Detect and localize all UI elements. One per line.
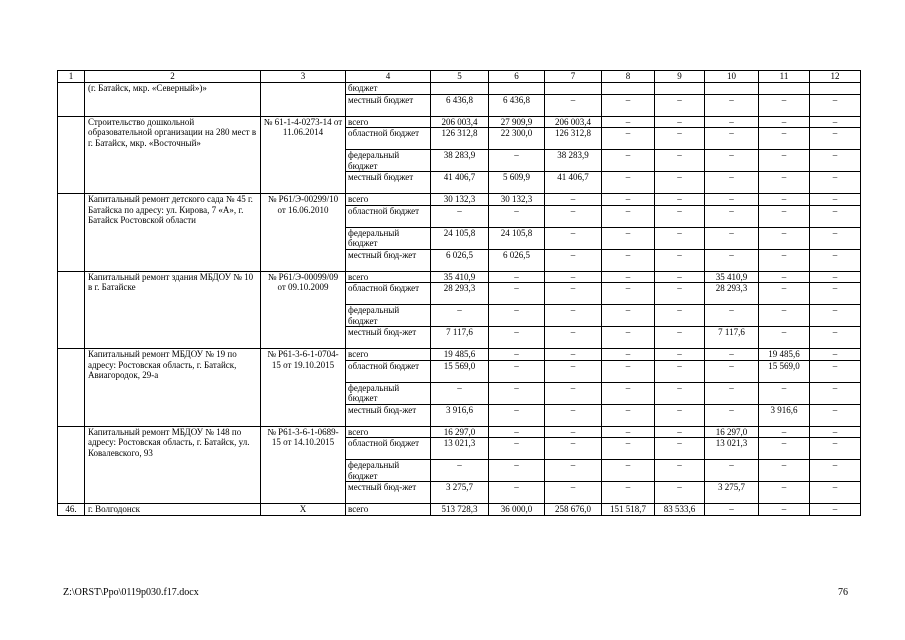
cell-year-5: – (705, 150, 759, 172)
cell-year-3: – (602, 205, 655, 227)
cell-year-1: – (489, 404, 545, 426)
cell-budget-type: всего (346, 504, 431, 516)
cell-year-1: – (489, 349, 545, 361)
cell-year-2: – (545, 482, 602, 504)
cell-year-2: – (545, 194, 602, 206)
cell-year-2: – (545, 249, 602, 271)
cell-year-3: – (602, 283, 655, 305)
table-row (58, 83, 861, 95)
cell-year-1: 22 300,0 (489, 128, 545, 150)
cell-budget-type: федеральный бюджет (346, 305, 431, 327)
cell-year-7: – (810, 249, 861, 271)
cell-permit: Х (261, 504, 346, 516)
cell-year-5: – (705, 349, 759, 361)
cell-budget-type: федеральный бюджет (346, 382, 431, 404)
cell-year-4: 83 533,6 (655, 504, 705, 516)
cell-num (58, 426, 85, 504)
cell-year-4: – (655, 194, 705, 206)
cell-year-7: – (810, 172, 861, 194)
cell-year-2: 206 003,4 (545, 116, 602, 128)
cell-year-6: 19 485,6 (759, 349, 810, 361)
cell-year-3: – (602, 305, 655, 327)
cell-budget-type: всего (346, 349, 431, 361)
cell-year-5: 35 410,9 (705, 271, 759, 283)
cell-budget-type: местный бюд-жет (346, 482, 431, 504)
cell-year-4: – (655, 128, 705, 150)
cell-year-5: – (705, 404, 759, 426)
table-row (58, 271, 861, 283)
cell-year-3: – (602, 249, 655, 271)
cell-year-7: – (810, 504, 861, 516)
file-path: Z:\ORST\Ppo\0119p030.f17.docx (63, 587, 199, 598)
cell-year-3: – (602, 116, 655, 128)
cell-year-6: – (759, 150, 810, 172)
cell-year-2: – (545, 205, 602, 227)
page-number: 76 (838, 587, 848, 598)
cell-budget-type: местный бюд-жет (346, 327, 431, 349)
cell-budget-type: областной бюджет (346, 360, 431, 382)
cell-budget-type: областной бюджет (346, 128, 431, 150)
cell-year-2: – (545, 460, 602, 482)
cell-year-5: – (705, 227, 759, 249)
cell-year-5: 7 117,6 (705, 327, 759, 349)
cell-year-4: – (655, 249, 705, 271)
header-cell-11: 11 (759, 71, 810, 83)
cell-year-1: – (489, 482, 545, 504)
cell-object: г. Волгодонск (85, 504, 261, 516)
cell-year-7: – (810, 271, 861, 283)
cell-year-3: – (602, 94, 655, 116)
header-cell-1: 1 (58, 71, 85, 83)
cell-total: 30 132,3 (431, 194, 489, 206)
cell-year-4: – (655, 283, 705, 305)
cell-year-2: 41 406,7 (545, 172, 602, 194)
cell-object: Строительство дошкольной образовательной организации на 280 мест в г. Батайск, мкр. «Восточный» (85, 116, 261, 194)
cell-year-4: – (655, 426, 705, 438)
cell-year-1: – (489, 271, 545, 283)
cell-total: 19 485,6 (431, 349, 489, 361)
cell-year-2: – (545, 438, 602, 460)
cell-year-6: – (759, 382, 810, 404)
cell-total: 6 436,8 (431, 94, 489, 116)
cell-year-3: – (602, 172, 655, 194)
cell-year-1: – (489, 205, 545, 227)
cell-total: 513 728,3 (431, 504, 489, 516)
cell-year-7: – (810, 194, 861, 206)
cell-year-4: – (655, 349, 705, 361)
cell-year-4: – (655, 227, 705, 249)
cell-total: – (431, 460, 489, 482)
cell-year-7: – (810, 426, 861, 438)
cell-year-3: – (602, 349, 655, 361)
cell-year-6: – (759, 227, 810, 249)
cell-year-6: – (759, 271, 810, 283)
cell-year-4: – (655, 172, 705, 194)
cell-year-7: – (810, 283, 861, 305)
cell-num (58, 349, 85, 427)
cell-year-3: – (602, 460, 655, 482)
cell-budget-type: федеральный бюджет (346, 460, 431, 482)
cell-budget-type: местный бюджет (346, 94, 431, 116)
budget-table (57, 70, 861, 516)
cell-year-4: – (655, 205, 705, 227)
cell-permit: № Р61/Э-00099/09 от 09.10.2009 (261, 271, 346, 349)
cell-year-1: – (489, 382, 545, 404)
table-row (58, 349, 861, 361)
cell-num (58, 194, 85, 272)
cell-year-5: – (705, 194, 759, 206)
cell-year-1: 30 132,3 (489, 194, 545, 206)
cell-total: 206 003,4 (431, 116, 489, 128)
table-body (58, 71, 861, 516)
cell-year-3: – (602, 438, 655, 460)
cell-budget-type: областной бюджет (346, 283, 431, 305)
cell-permit: № 61-1-4-0273-14 от 11.06.2014 (261, 116, 346, 194)
header-cell-6: 6 (489, 71, 545, 83)
cell-year-2: – (545, 271, 602, 283)
cell-num (58, 83, 85, 117)
header-cell-12: 12 (810, 71, 861, 83)
cell-num (58, 271, 85, 349)
cell-year-6: – (759, 116, 810, 128)
cell-year-6: – (759, 438, 810, 460)
cell-year-3: – (602, 271, 655, 283)
header-cell-2: 2 (85, 71, 261, 83)
cell-year-5: – (705, 94, 759, 116)
cell-year-2: – (545, 426, 602, 438)
cell-year-2: – (545, 404, 602, 426)
cell-budget-type: федеральный бюджет (346, 227, 431, 249)
cell-year-1: 27 909,9 (489, 116, 545, 128)
cell-year-4: – (655, 382, 705, 404)
cell-year-4: – (655, 305, 705, 327)
cell-budget-type: всего (346, 426, 431, 438)
cell-year-7: – (810, 94, 861, 116)
cell-year-2 (545, 83, 602, 95)
cell-year-3: – (602, 327, 655, 349)
cell-budget-type: всего (346, 271, 431, 283)
cell-year-6: – (759, 504, 810, 516)
header-cell-7: 7 (545, 71, 602, 83)
cell-year-5: – (705, 305, 759, 327)
cell-year-7: – (810, 116, 861, 128)
cell-year-2: – (545, 305, 602, 327)
cell-year-6: – (759, 205, 810, 227)
cell-year-2: 126 312,8 (545, 128, 602, 150)
cell-total: 15 569,0 (431, 360, 489, 382)
cell-year-4: – (655, 404, 705, 426)
cell-object: Капитальный ремонт детского сада № 45 г. Батайска по адресу: ул. Кирова, 7 «А», г. Батайск Ростовской области (85, 194, 261, 272)
cell-year-7: – (810, 305, 861, 327)
cell-year-7: – (810, 150, 861, 172)
cell-year-3: – (602, 360, 655, 382)
cell-year-6: 15 569,0 (759, 360, 810, 382)
cell-year-7: – (810, 205, 861, 227)
cell-year-2: – (545, 283, 602, 305)
cell-year-2: – (545, 349, 602, 361)
table-row (58, 426, 861, 438)
cell-year-4: – (655, 271, 705, 283)
cell-year-4: – (655, 460, 705, 482)
cell-permit (261, 83, 346, 117)
table-header-row (58, 71, 861, 83)
cell-budget-type: местный бюд-жет (346, 404, 431, 426)
cell-year-5: – (705, 205, 759, 227)
cell-year-2: 258 676,0 (545, 504, 602, 516)
cell-total: – (431, 305, 489, 327)
cell-year-3: – (602, 426, 655, 438)
cell-year-2: – (545, 360, 602, 382)
cell-year-1: – (489, 426, 545, 438)
cell-total: 3 275,7 (431, 482, 489, 504)
cell-year-6: 3 916,6 (759, 404, 810, 426)
cell-year-4: – (655, 94, 705, 116)
cell-year-6: – (759, 460, 810, 482)
cell-year-6: – (759, 128, 810, 150)
header-cell-10: 10 (705, 71, 759, 83)
cell-total: 24 105,8 (431, 227, 489, 249)
cell-year-5: 16 297,0 (705, 426, 759, 438)
cell-year-1: – (489, 360, 545, 382)
header-cell-8: 8 (602, 71, 655, 83)
cell-object: Капитальный ремонт МБДОУ № 19 по адресу: Ростовская область, г. Батайск, Авиагородок, 29-а (85, 349, 261, 427)
cell-year-7: – (810, 128, 861, 150)
cell-year-1: 24 105,8 (489, 227, 545, 249)
cell-total: 3 916,6 (431, 404, 489, 426)
cell-permit: № Р61/Э-00299/10 от 16.06.2010 (261, 194, 346, 272)
cell-total: 38 283,9 (431, 150, 489, 172)
cell-year-1: – (489, 438, 545, 460)
cell-year-5: – (705, 460, 759, 482)
cell-year-2: 38 283,9 (545, 150, 602, 172)
cell-num (58, 116, 85, 194)
cell-year-1 (489, 83, 545, 95)
cell-year-7: – (810, 460, 861, 482)
cell-year-4: – (655, 327, 705, 349)
cell-total: – (431, 382, 489, 404)
cell-year-1: – (489, 327, 545, 349)
table-row (58, 116, 861, 128)
cell-year-7: – (810, 349, 861, 361)
cell-budget-type: областной бюджет (346, 438, 431, 460)
cell-total: 41 406,7 (431, 172, 489, 194)
cell-permit: № Р61-3-6-1-0704-15 от 19.10.2015 (261, 349, 346, 427)
cell-year-3: – (602, 128, 655, 150)
cell-year-6: – (759, 172, 810, 194)
cell-year-5: 13 021,3 (705, 438, 759, 460)
cell-year-6 (759, 83, 810, 95)
cell-object: (г. Батайск, мкр. «Северный»)» (85, 83, 261, 117)
table-row (58, 194, 861, 206)
cell-year-6: – (759, 249, 810, 271)
cell-year-4: – (655, 482, 705, 504)
header-cell-5: 5 (431, 71, 489, 83)
cell-year-3: 151 518,7 (602, 504, 655, 516)
cell-year-7 (810, 83, 861, 95)
cell-total: – (431, 205, 489, 227)
cell-year-6: – (759, 482, 810, 504)
cell-year-4: – (655, 150, 705, 172)
cell-year-6: – (759, 283, 810, 305)
cell-total: 35 410,9 (431, 271, 489, 283)
cell-year-6: – (759, 305, 810, 327)
cell-total: 13 021,3 (431, 438, 489, 460)
cell-year-4 (655, 83, 705, 95)
cell-budget-type: всего (346, 116, 431, 128)
cell-total: 6 026,5 (431, 249, 489, 271)
cell-year-2: – (545, 227, 602, 249)
cell-year-7: – (810, 438, 861, 460)
cell-total: 7 117,6 (431, 327, 489, 349)
cell-budget-type: бюджет (346, 83, 431, 95)
cell-year-5: 3 275,7 (705, 482, 759, 504)
cell-year-2: – (545, 327, 602, 349)
cell-total: 16 297,0 (431, 426, 489, 438)
cell-year-6: – (759, 194, 810, 206)
cell-year-3: – (602, 404, 655, 426)
cell-year-3: – (602, 150, 655, 172)
cell-year-7: – (810, 360, 861, 382)
cell-year-5: – (705, 116, 759, 128)
cell-year-7: – (810, 227, 861, 249)
cell-year-5: – (705, 172, 759, 194)
cell-year-5 (705, 83, 759, 95)
cell-year-1: 36 000,0 (489, 504, 545, 516)
header-cell-9: 9 (655, 71, 705, 83)
cell-year-2: – (545, 94, 602, 116)
cell-year-5: 28 293,3 (705, 283, 759, 305)
cell-year-1: – (489, 283, 545, 305)
cell-year-3: – (602, 227, 655, 249)
cell-year-1: – (489, 150, 545, 172)
cell-year-7: – (810, 404, 861, 426)
cell-year-6: – (759, 327, 810, 349)
cell-permit: № Р61-3-6-1-0689-15 от 14.10.2015 (261, 426, 346, 504)
cell-year-7: – (810, 482, 861, 504)
cell-budget-type: местный бюд-жет (346, 249, 431, 271)
cell-year-3: – (602, 194, 655, 206)
cell-year-5: – (705, 504, 759, 516)
cell-budget-type: всего (346, 194, 431, 206)
cell-year-5: – (705, 128, 759, 150)
cell-year-1: 5 609,9 (489, 172, 545, 194)
cell-year-1: 6 026,5 (489, 249, 545, 271)
cell-year-5: – (705, 249, 759, 271)
cell-total (431, 83, 489, 95)
cell-year-3: – (602, 382, 655, 404)
cell-year-1: – (489, 460, 545, 482)
cell-year-4: – (655, 360, 705, 382)
cell-year-3: – (602, 482, 655, 504)
cell-year-1: – (489, 305, 545, 327)
cell-object: Капитальный ремонт МБДОУ № 148 по адресу: Ростовская область, г. Батайск, ул. Ковалевского, 93 (85, 426, 261, 504)
cell-year-7: – (810, 327, 861, 349)
header-cell-4: 4 (346, 71, 431, 83)
cell-year-2: – (545, 382, 602, 404)
cell-year-6: – (759, 94, 810, 116)
header-cell-3: 3 (261, 71, 346, 83)
table-row (58, 504, 861, 516)
cell-budget-type: областной бюджет (346, 205, 431, 227)
cell-total: 126 312,8 (431, 128, 489, 150)
cell-year-1: 6 436,8 (489, 94, 545, 116)
cell-year-4: – (655, 116, 705, 128)
cell-year-6: – (759, 426, 810, 438)
cell-num: 46. (58, 504, 85, 516)
cell-year-5: – (705, 360, 759, 382)
cell-year-7: – (810, 382, 861, 404)
cell-total: 28 293,3 (431, 283, 489, 305)
cell-object: Капитальный ремонт здания МБДОУ № 10 в г. Батайске (85, 271, 261, 349)
cell-budget-type: федеральный бюджет (346, 150, 431, 172)
cell-year-4: – (655, 438, 705, 460)
cell-year-3 (602, 83, 655, 95)
cell-year-5: – (705, 382, 759, 404)
cell-budget-type: местный бюджет (346, 172, 431, 194)
